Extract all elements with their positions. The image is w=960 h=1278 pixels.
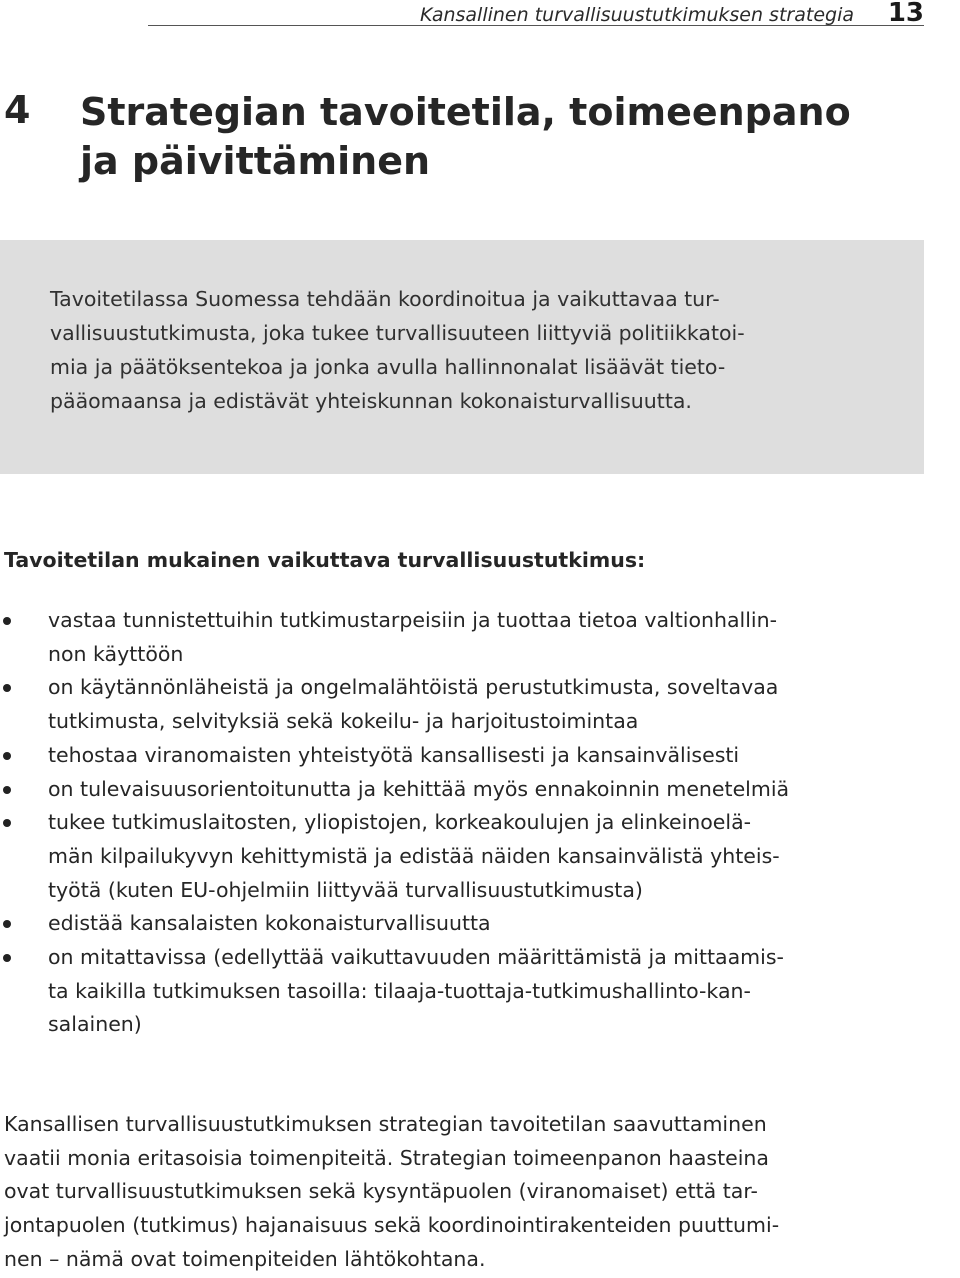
paragraph-line: Kansallisen turvallisuustutkimuksen strategian tavoitetilan saavuttaminen [4, 1112, 767, 1136]
paragraph-line: jontapuolen (tutkimus) hajanaisuus sekä koordinointirakenteiden puuttumi- [4, 1213, 780, 1238]
paragraph-line: ovat turvallisuustutkimuksen sekä kysyntäpuolen (viranomaiset) että tar- [4, 1179, 758, 1204]
running-header-title: Kansallinen turvallisuustutkimuksen strategia [420, 4, 854, 26]
list-item-line: edistää kansalaisten kokonaisturvallisuutta [48, 911, 491, 936]
list-item-line: vastaa tunnistettuihin tutkimustarpeisiin ja tuottaa tietoa valtionhallin- [48, 608, 778, 632]
bullet-icon [3, 954, 11, 962]
vision-line: pääomaansa ja edistävät yhteiskunnan kokonaisturvallisuutta. [50, 389, 692, 413]
paragraph-line: nen – nämä ovat toimenpiteiden lähtökohtana. [4, 1246, 486, 1271]
list-item [0, 806, 924, 907]
bullet-icon [3, 617, 11, 625]
vision-statement-text [50, 282, 880, 418]
chapter-title-line: Strategian tavoitetila, toimeenpano [80, 90, 851, 134]
bullet-list [0, 604, 924, 1042]
chapter-title [80, 88, 920, 186]
list-item-line: salainen) [48, 1012, 142, 1037]
list-item-line: on käytännönläheistä ja ongelmalähtöistä perustutkimusta, soveltavaa [48, 675, 779, 700]
list-item [0, 739, 924, 773]
list-item-line: on tulevaisuusorientoitunutta ja kehittää myös ennakoinnin menetelmiä [48, 776, 790, 801]
chapter-number: 4 [4, 88, 31, 132]
list-item-line: tutkimusta, selvityksiä sekä kokeilu- ja harjoitustoimintaa [48, 709, 639, 734]
closing-paragraph [4, 1108, 924, 1277]
list-item [0, 604, 924, 671]
chapter-title-line: ja päivittäminen [80, 139, 431, 183]
list-item-line: työtä (kuten EU-ohjelmiin liittyvää turvallisuustutkimusta) [48, 877, 643, 902]
vision-line: vallisuustutkimusta, joka tukee turvallisuuteen liittyviä politiikkatoi- [50, 321, 745, 345]
list-item [0, 907, 924, 941]
bullet-icon [3, 786, 11, 794]
list-item-line: tukee tutkimuslaitosten, yliopistojen, korkeakoulujen ja elinkeinoelä- [48, 810, 752, 835]
list-item-line: non käyttöön [48, 641, 184, 666]
list-item-line: ta kaikilla tutkimuksen tasoilla: tilaaja-tuottaja-tutkimushallinto-kan- [48, 978, 751, 1003]
bullet-icon [3, 684, 11, 692]
running-header [148, 0, 924, 26]
list-item [0, 941, 924, 1042]
section-heading: Tavoitetilan mukainen vaikuttava turvallisuustutkimus: [4, 548, 646, 572]
list-item-line: män kilpailukyvyn kehittymistä ja edistää näiden kansainvälistä yhteis- [48, 843, 780, 868]
vision-line: mia ja päätöksentekoa ja jonka avulla hallinnonalat lisäävät tieto- [50, 355, 726, 379]
list-item-line: on mitattavissa (edellyttää vaikuttavuuden määrittämistä ja mittaamis- [48, 945, 784, 970]
bullet-icon [3, 819, 11, 827]
bullet-icon [3, 752, 11, 760]
list-item [0, 671, 924, 738]
list-item-line: tehostaa viranomaisten yhteistyötä kansallisesti ja kansainvälisesti [48, 742, 740, 767]
bullet-icon [3, 920, 11, 928]
paragraph-line: vaatii monia eritasoisia toimenpiteitä. Strategian toimeenpanon haasteina [4, 1145, 769, 1170]
list-item [0, 773, 924, 807]
page-number: 13 [887, 0, 924, 28]
vision-line: Tavoitetilassa Suomessa tehdään koordinoitua ja vaikuttavaa tur- [50, 287, 720, 311]
